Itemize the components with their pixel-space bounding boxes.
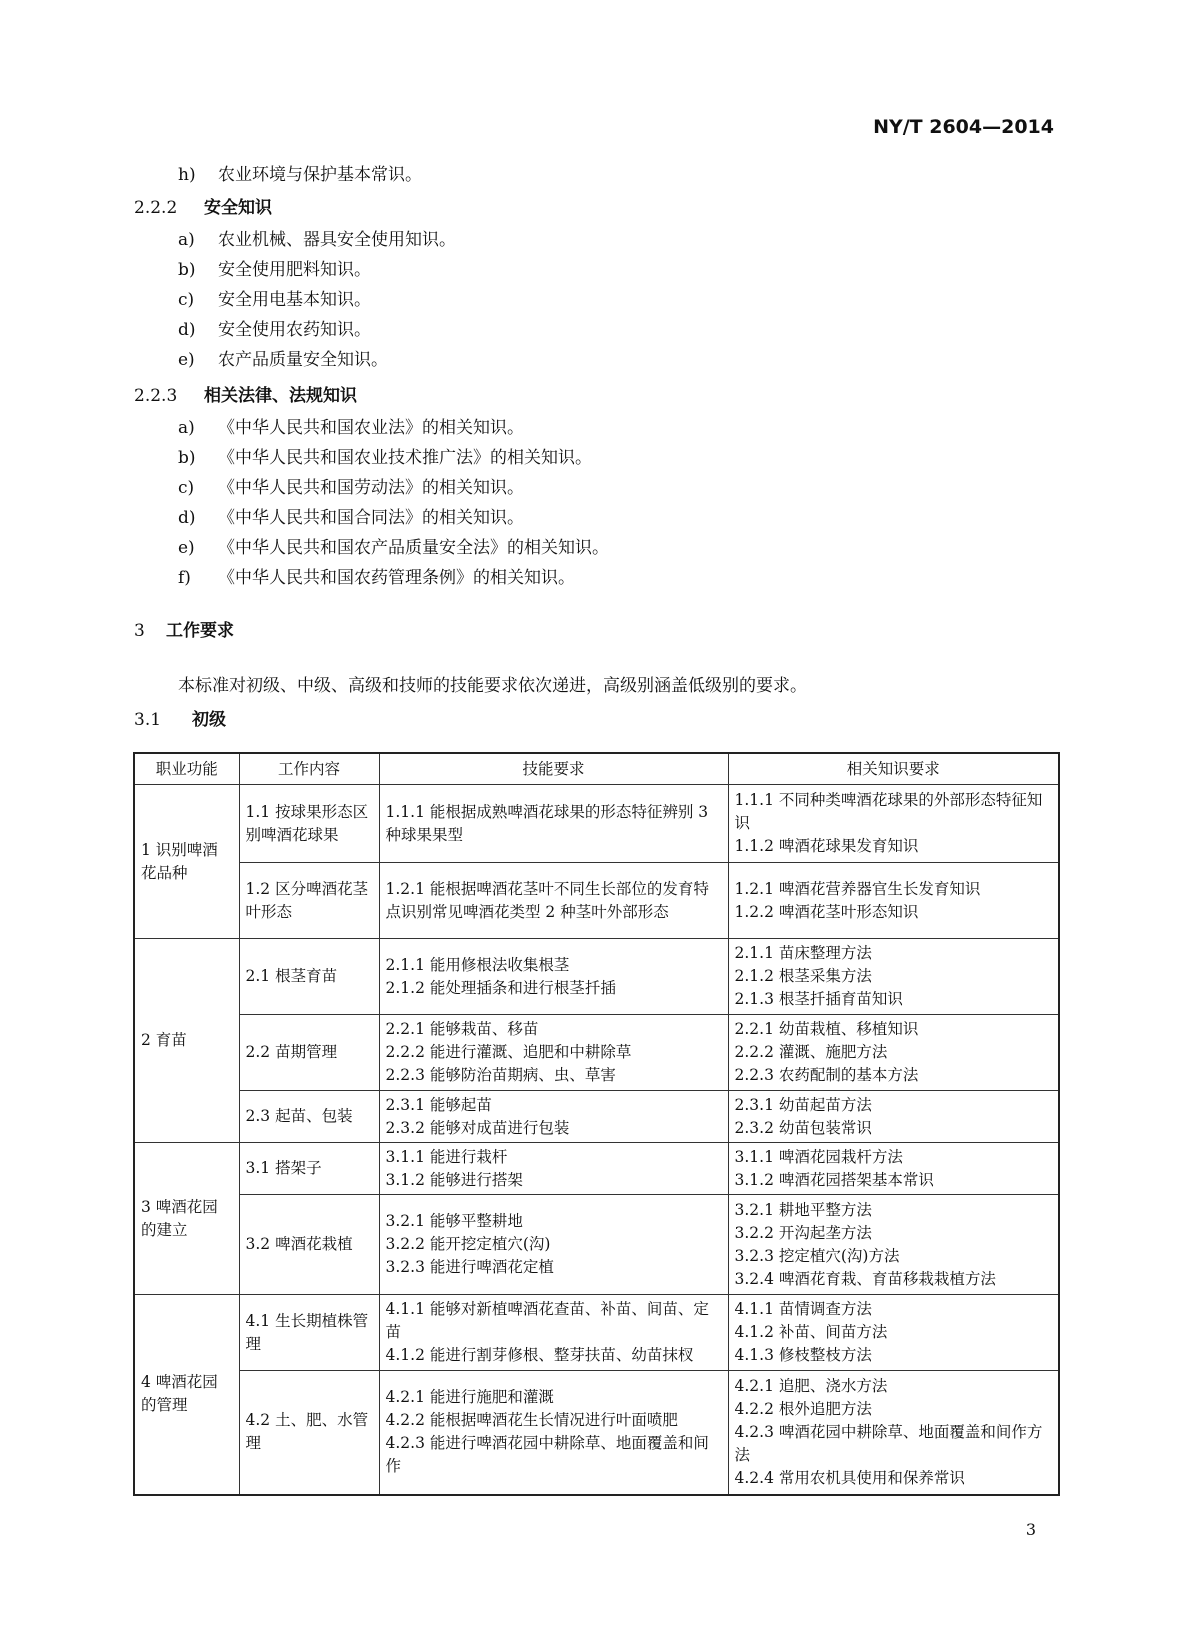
list-text: 《中华人民共和国合同法》的相关知识。 [218,508,524,528]
content-cell: 1.1 按球果形态区别啤酒花球果 [239,785,379,863]
list-text: 农业环境与保护基本常识。 [218,165,422,185]
skills-table [133,752,1060,1496]
standard-code: NY/T 2604—2014 [873,116,1054,138]
content-cell: 4.1 生长期植株管理 [239,1295,379,1371]
section-heading-2-2-2 [134,196,272,220]
function-cell: 1 识别啤酒花品种 [134,785,239,939]
list-text: 安全使用农药知识。 [218,320,371,340]
list-item [178,288,371,312]
section-title: 初级 [192,710,226,730]
list-label: e) [178,350,195,370]
list-text: 农产品质量安全知识。 [218,350,388,370]
knowledge-cell: 2.1.1 苗床整理方法 2.1.2 根茎采集方法 2.1.3 根茎扦插育苗知识 [728,939,1059,1015]
section-title: 相关法律、法规知识 [204,386,357,406]
content-cell: 3.1 搭架子 [239,1143,379,1195]
list-text: 《中华人民共和国农药管理条例》的相关知识。 [218,568,575,588]
list-text: 《中华人民共和国农产品质量安全法》的相关知识。 [218,538,609,558]
list-item [178,506,524,530]
function-cell: 3 啤酒花园的建立 [134,1143,239,1295]
section-heading-2-2-3 [134,384,357,408]
list-item [178,476,524,500]
content-cell: 2.2 苗期管理 [239,1015,379,1091]
list-text: 《中华人民共和国农业法》的相关知识。 [218,418,524,438]
table-row [134,863,1059,939]
list-item [178,446,592,470]
skills-cell: 4.1.1 能够对新植啤酒花查苗、补苗、间苗、定苗 4.1.2 能进行割芽修根、整芽扶苗、幼苗抹杈 [379,1295,728,1371]
table-header-row [134,753,1059,785]
list-item [178,536,609,560]
skills-cell: 3.2.1 能够平整耕地 3.2.2 能开挖定植穴(沟) 3.2.3 能进行啤酒花定植 [379,1195,728,1295]
header-skills: 技能要求 [379,753,728,785]
knowledge-cell: 2.3.1 幼苗起苗方法 2.3.2 幼苗包装常识 [728,1091,1059,1143]
table-row [134,1371,1059,1495]
table-row [134,785,1059,863]
table-row [134,1091,1059,1143]
knowledge-cell: 1.1.1 不同种类啤酒花球果的外部形态特征知识 1.1.2 啤酒花球果发育知识 [728,785,1059,863]
content-cell: 2.1 根茎育苗 [239,939,379,1015]
list-text: 安全用电基本知识。 [218,290,371,310]
list-item [178,348,388,372]
list-label: c) [178,290,195,310]
table-row [134,939,1059,1015]
section-number: 3 [134,621,145,641]
skills-cell: 1.2.1 能根据啤酒花茎叶不同生长部位的发育特点识别常见啤酒花类型 2 种茎叶外部形态 [379,863,728,939]
header-content: 工作内容 [239,753,379,785]
list-label: f) [178,568,191,588]
section-title: 工作要求 [166,621,234,641]
list-label: e) [178,538,195,558]
list-label: b) [178,260,196,280]
knowledge-cell: 4.1.1 苗情调查方法 4.1.2 补苗、间苗方法 4.1.3 修枝整枝方法 [728,1295,1059,1371]
list-item [178,163,422,187]
section-heading-3-1 [134,708,226,732]
skills-cell: 3.1.1 能进行栽杆 3.1.2 能够进行搭架 [379,1143,728,1195]
table-row [134,1015,1059,1091]
skills-cell: 4.2.1 能进行施肥和灌溉 4.2.2 能根据啤酒花生长情况进行叶面喷肥 4.2.3 能进行啤酒花园中耕除草、地面覆盖和间作 [379,1371,728,1495]
function-cell: 4 啤酒花园的管理 [134,1295,239,1495]
section-number: 3.1 [134,710,162,730]
list-label: a) [178,230,195,250]
body-paragraph: 本标准对初级、中级、高级和技师的技能要求依次递进，高级别涵盖低级别的要求。 [178,676,807,696]
knowledge-cell: 3.1.1 啤酒花园栽杆方法 3.1.2 啤酒花园搭架基本常识 [728,1143,1059,1195]
knowledge-cell: 2.2.1 幼苗栽植、移植知识 2.2.2 灌溉、施肥方法 2.2.3 农药配制的基本方法 [728,1015,1059,1091]
list-label: c) [178,478,195,498]
list-text: 安全使用肥料知识。 [218,260,371,280]
knowledge-cell: 3.2.1 耕地平整方法 3.2.2 开沟起垄方法 3.2.3 挖定植穴(沟)方法 3.2.4 啤酒花育栽、育苗移栽栽植方法 [728,1195,1059,1295]
content-cell: 2.3 起苗、包装 [239,1091,379,1143]
header-knowledge: 相关知识要求 [728,753,1059,785]
header-function: 职业功能 [134,753,239,785]
table-row [134,1295,1059,1371]
list-label: h) [178,165,196,185]
skills-cell: 1.1.1 能根据成熟啤酒花球果的形态特征辨别 3 种球果果型 [379,785,728,863]
list-label: d) [178,320,196,340]
list-label: a) [178,418,195,438]
skills-cell: 2.1.1 能用修根法收集根茎 2.1.2 能处理插条和进行根茎扦插 [379,939,728,1015]
list-label: d) [178,508,196,528]
skills-cell: 2.3.1 能够起苗 2.3.2 能够对成苗进行包装 [379,1091,728,1143]
section-heading-3 [134,619,234,643]
content-cell: 4.2 土、肥、水管理 [239,1371,379,1495]
knowledge-cell: 4.2.1 追肥、浇水方法 4.2.2 根外追肥方法 4.2.3 啤酒花园中耕除草、地面覆盖和间作方法 4.2.4 常用农机具使用和保养常识 [728,1371,1059,1495]
skills-cell: 2.2.1 能够栽苗、移苗 2.2.2 能进行灌溉、追肥和中耕除草 2.2.3 能够防治苗期病、虫、草害 [379,1015,728,1091]
list-text: 《中华人民共和国劳动法》的相关知识。 [218,478,524,498]
list-text: 农业机械、器具安全使用知识。 [218,230,456,250]
list-label: b) [178,448,196,468]
function-cell: 2 育苗 [134,939,239,1143]
page-number: 3 [1025,1520,1036,1539]
content-cell: 1.2 区分啤酒花茎叶形态 [239,863,379,939]
list-text: 《中华人民共和国农业技术推广法》的相关知识。 [218,448,592,468]
knowledge-cell: 1.2.1 啤酒花营养器官生长发育知识 1.2.2 啤酒花茎叶形态知识 [728,863,1059,939]
section-number: 2.2.2 [134,198,178,218]
list-item [178,318,371,342]
table-row [134,1143,1059,1195]
list-item [178,228,456,252]
list-item [178,258,371,282]
content-cell: 3.2 啤酒花栽植 [239,1195,379,1295]
list-item [178,416,524,440]
table-row [134,1195,1059,1295]
section-number: 2.2.3 [134,386,178,406]
section-title: 安全知识 [204,198,272,218]
list-item [178,566,575,590]
